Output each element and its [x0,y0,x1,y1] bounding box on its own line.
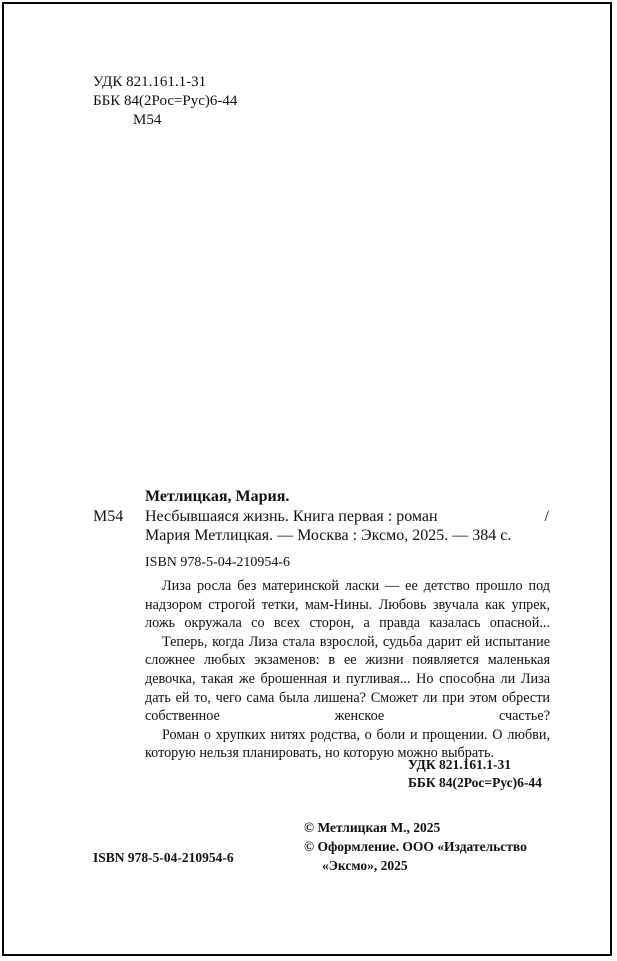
bbk-code-bottom: ББК 84(2Рос=Рус)6-44 [408,774,542,790]
copyright-author: © Метлицкая М., 2025 [304,820,441,835]
catalog-author: Метлицкая, Мария. [145,488,290,505]
isbn-bottom: ISBN 978-5-04-210954-6 [93,850,234,865]
bottom-classification-codes [408,756,542,791]
author-mark: М54 [133,112,162,128]
catalog-title-line-1 [145,508,549,526]
copyright-publisher: «Эксмо», 2025 [322,858,408,873]
annotation-paragraph-3: Роман о хрупких нитях родства, о боли и прощении. О любви, которую нельзя планировать, но которую можно выбрать. [145,726,550,762]
udk-code-bottom: УДК 821.161.1-31 [408,757,511,772]
udk-code: УДК 821.161.1-31 [93,74,207,90]
catalog-author-mark: М54 [93,508,124,525]
top-classification-codes [93,73,237,130]
annotation-paragraph-1: Лиза росла без материнской ласки — ее детство прошло под надзором строгой тетки, мам-Нины. Любовь звучала как упрек, ложь окружала со всех сторон, а правда казалась опасной... [145,578,550,632]
copyright-block [304,818,527,875]
copyright-design: © Оформление. ООО «Издательство [304,839,527,854]
bbk-code: ББК 84(2Рос=Рус)6-44 [93,93,238,109]
catalog-title-slash: / [544,508,549,525]
annotation [145,577,550,763]
catalog-title-line-2: Мария Метлицкая. — Москва : Эксмо, 2025. — 384 с. [145,527,512,544]
catalog-isbn: ISBN 978-5-04-210954-6 [145,555,291,570]
annotation-paragraph-2: Теперь, когда Лиза стала взрослой, судьба дарит ей испытание сложнее любых экзаменов: в ее жизни появляется маленькая девочка, такая же брошенная и пугливая... Но способна ли Лиза дать ей то, чего сама была лишена? Сможет ли при этом обрести собственное женское счастье? [145,633,550,725]
catalog-title: Несбывшаяся жизнь. Книга первая : роман [145,508,438,525]
page-frame [2,2,612,956]
